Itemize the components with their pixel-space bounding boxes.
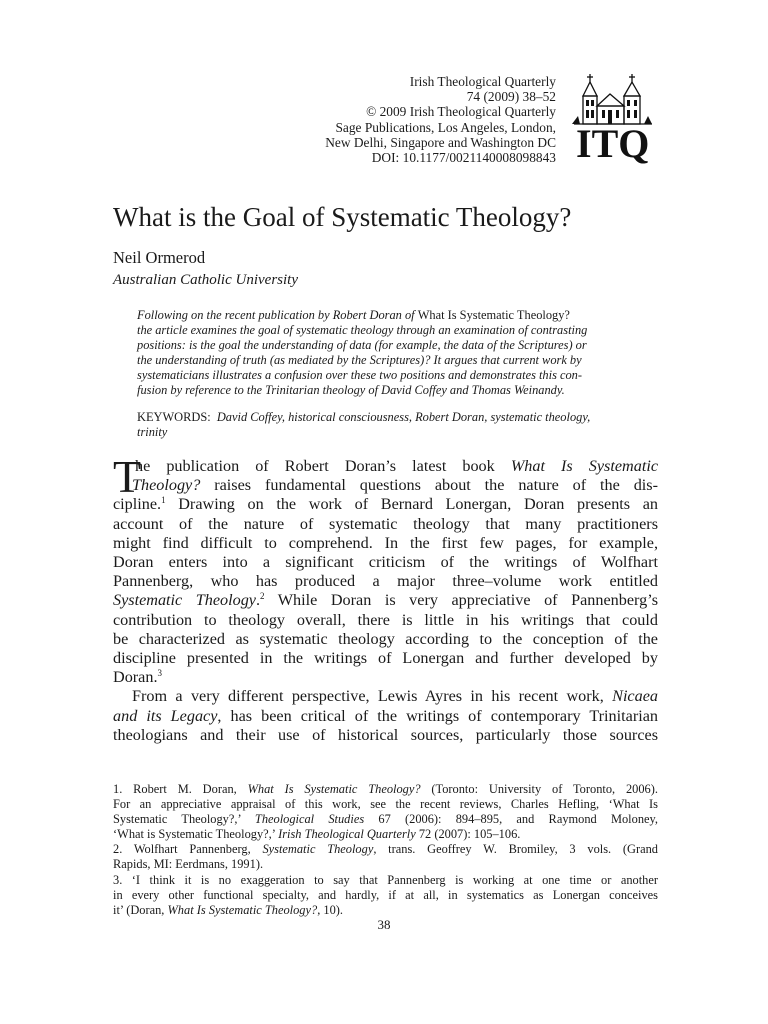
footnote-ref: 3	[157, 668, 162, 679]
footnote-line: 1. Robert M. Doran, What Is Systematic Theology? (Toronto: University of Toronto, 2006).	[113, 782, 658, 796]
journal-volume: 74 (2009) 38–52	[466, 89, 556, 105]
keywords-line: trinity	[137, 425, 168, 440]
footnote-line: in every other functional specialty, and hardly, if at all, in systematics as Lonergan conceives	[113, 887, 658, 902]
footnote-ref: 1	[161, 495, 166, 506]
journal-publisher-cities: New Delhi, Singapore and Washington DC	[325, 134, 556, 150]
footnote-line: it’ (Doran, What Is Systematic Theology?, 10).	[113, 902, 343, 917]
itq-logo	[572, 72, 654, 164]
footnote-line: 2. Wolfhart Pannenberg, Systematic Theology, trans. Geoffrey W. Bromiley, 3 vols. (Grand	[113, 842, 658, 857]
body-line: Theology? raises fundamental questions about the nature of the dis-	[132, 476, 658, 495]
body-line: he publication of Robert Doran’s latest book What Is Systematic	[135, 457, 658, 475]
journal-copyright: © 2009 Irish Theological Quarterly	[366, 104, 556, 120]
body-line: and its Legacy, has been critical of the writings of contemporary Trinitarian	[113, 706, 658, 725]
abstract-line: positions: is the goal the understanding of data (for example, the data of the Scriptures) or	[137, 338, 587, 353]
body-line: Systematic Theology.$^2$ While Doran is very appreciative of Pannenberg’s	[113, 591, 659, 610]
keywords-line	[137, 410, 657, 425]
body-line: be characterized as systematic theology according to the conception of the	[113, 629, 658, 648]
journal-publisher: Sage Publications, Los Angeles, London,	[335, 119, 556, 135]
abstract	[137, 308, 651, 399]
footnote-line: Systematic Theology?,’ Theological Studies 67 (2006): 894–895, and Raymond Moloney,	[113, 812, 659, 827]
abstract-line: fusion by reference to the Trinitarian theology of David Coffey and Thomas Weinandy.	[137, 383, 565, 398]
footnote-line: 3. ‘I think it is no exaggeration to say that Pannenberg is working at one time or another	[113, 872, 658, 887]
body-line: discipline presented in the writings of Lonergan and further developed by	[113, 649, 658, 668]
footnote-ref: 2	[260, 591, 265, 602]
journal-metadata	[325, 74, 556, 165]
keywords-list: David Coffey, historical consciousness, Robert Doran, systematic theology,	[216, 410, 591, 424]
article-title: What is the Goal of Systematic Theology?	[113, 202, 572, 232]
page-number: 38	[377, 917, 391, 932]
book-title: What Is Systematic Theology?	[417, 308, 570, 322]
body-line: contribution to theology overall, there is little in his writings that could	[113, 610, 658, 629]
abstract-line: the understanding of truth (as mediated by the Scriptures)? It argues that current work by	[137, 353, 582, 368]
body-line: might find difficult to comprehend. In the first few pages, for example,	[113, 533, 658, 552]
author-affiliation: Australian Catholic University	[113, 272, 298, 288]
body-line: account of the nature of systematic theology that many practitioners	[113, 514, 658, 533]
body-line: From a very different perspective, Lewis Ayres in his recent work, Nicaea	[132, 687, 658, 706]
keywords	[137, 410, 657, 440]
itq-logo-text: ITQ	[576, 121, 650, 166]
footnotes	[113, 782, 658, 918]
abstract-line: the article examines the goal of systematic theology through an examination of contrasting	[137, 323, 588, 338]
body-line: Doran enters into a significant criticism of the writings of Wolfhart	[113, 553, 658, 572]
body-line: cipline.$^1$ Drawing on the work of Bernard Lonergan, Doran presents an	[113, 495, 658, 514]
footnote-line: ‘What is Systematic Theology?,’ Irish Theological Quarterly 72 (2007): 105–106.	[113, 827, 521, 842]
journal-doi: DOI: 10.1177/0021140008098843	[371, 150, 556, 166]
footnote-line: For an appreciative appraisal of this work, see the recent reviews, Charles Hefling, ‘What Is	[113, 797, 658, 812]
body-line: theologians and their use of historical sources, particularly those sources	[113, 725, 658, 744]
abstract-line: Following on the recent publication by Robert Doran of What Is Systematic Theology?	[137, 308, 570, 322]
body-text	[113, 451, 659, 745]
abstract-line: systematicians illustrates a confusion over these two positions and demonstrates this con-	[137, 368, 583, 383]
keywords-label: KEYWORDS:	[137, 410, 211, 424]
footnote-line: Rapids, MI: Eerdmans, 1991).	[113, 857, 264, 872]
body-line: Doran.$^3$	[113, 668, 162, 687]
journal-name: Irish Theological Quarterly	[409, 74, 556, 89]
drop-cap: T	[113, 451, 142, 502]
body-line: Pannenberg, who has produced a major three–volume work entitled	[113, 572, 658, 591]
article-author: Neil Ormerod	[113, 248, 206, 267]
